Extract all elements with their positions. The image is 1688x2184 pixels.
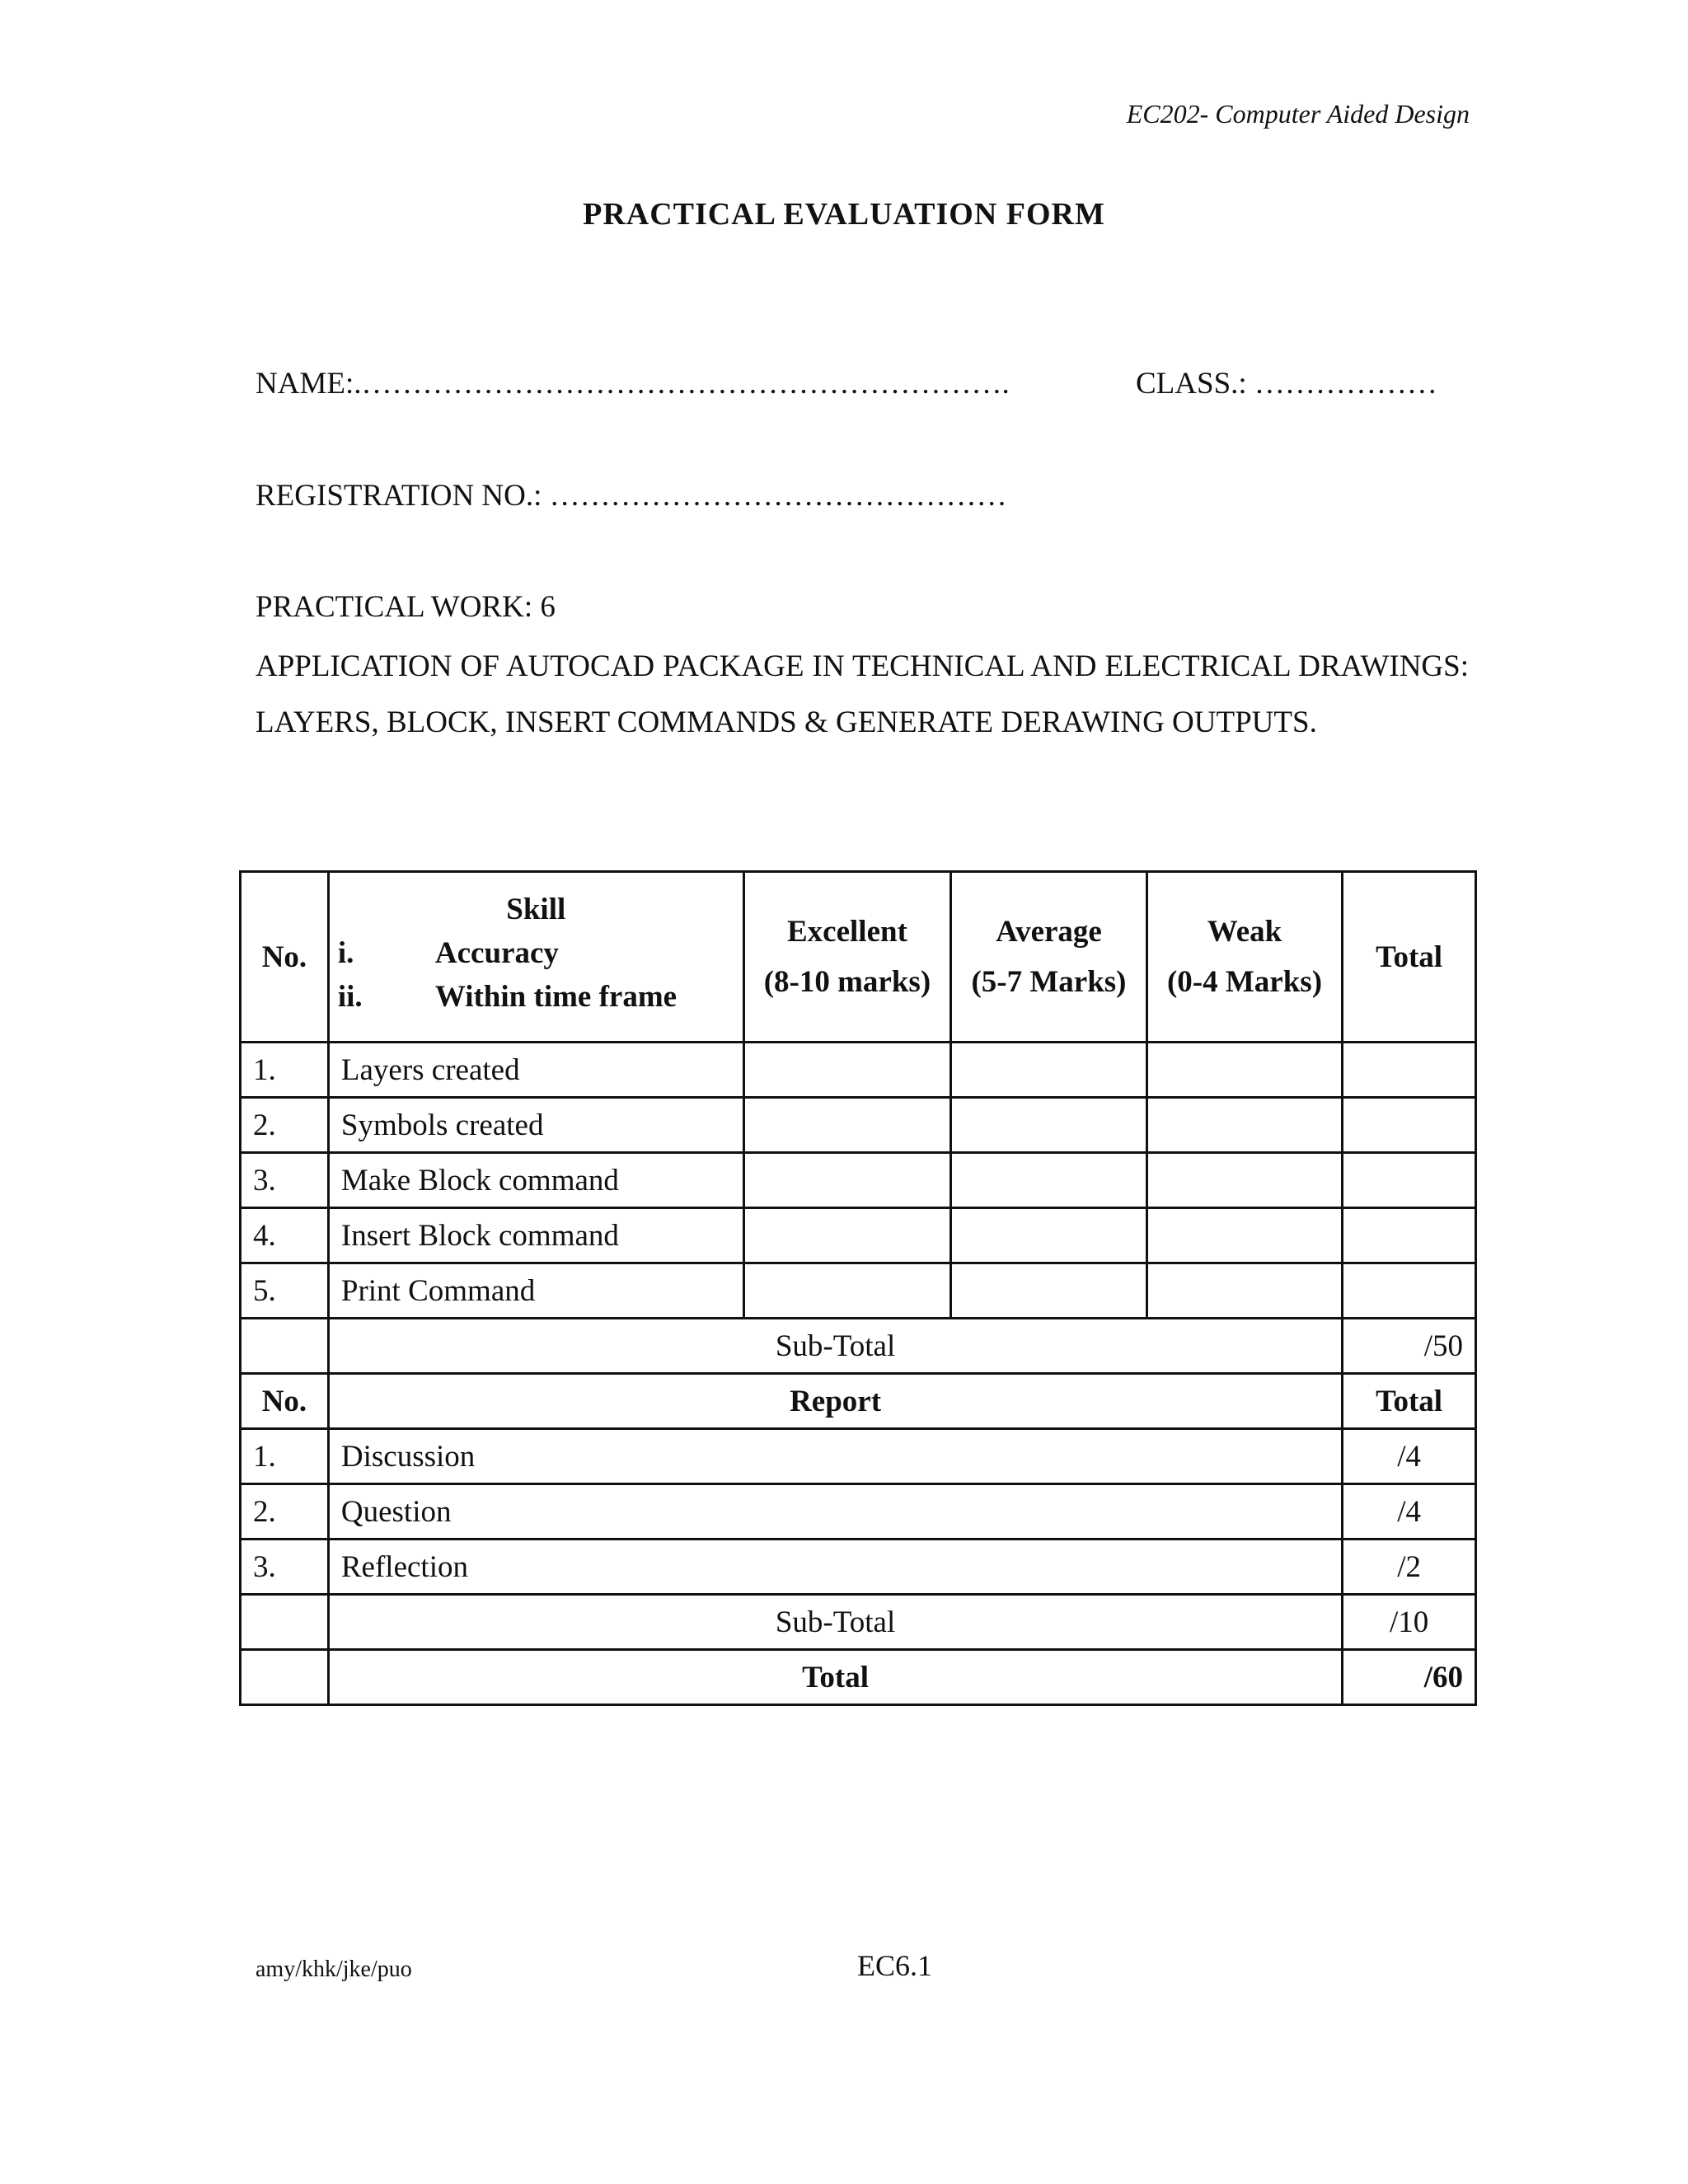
row-no: 1. (241, 1043, 329, 1098)
skill-criterion (338, 979, 734, 1015)
average-cell[interactable] (951, 1263, 1147, 1319)
excellent-cell[interactable] (743, 1263, 951, 1319)
excellent-range: (8-10 marks) (763, 965, 931, 999)
row-value[interactable]: /4 (1343, 1429, 1476, 1484)
grand-total-value[interactable]: /60 (1343, 1650, 1476, 1705)
table-row (241, 1484, 1476, 1540)
average-cell[interactable] (951, 1208, 1147, 1263)
table-row (241, 1043, 1476, 1098)
row-no: 2. (241, 1098, 329, 1153)
table-row (241, 1540, 1476, 1595)
excellent-cell[interactable] (743, 1208, 951, 1263)
form-title: PRACTICAL EVALUATION FORM (583, 197, 1105, 232)
skill-criterion-label: Accuracy (434, 935, 559, 970)
class-field[interactable]: CLASS.: ……………… (1136, 367, 1437, 401)
header-weak (1146, 872, 1342, 1043)
empty-cell (241, 1650, 329, 1705)
skill-criterion-num: i. (337, 935, 354, 970)
table-row (241, 1429, 1476, 1484)
row-label: Insert Block command (328, 1208, 743, 1263)
average-cell[interactable] (951, 1043, 1147, 1098)
excellent-cell[interactable] (743, 1153, 951, 1208)
skill-title: Skill (506, 892, 566, 926)
table-row (241, 1263, 1476, 1319)
report-header-label: Report (328, 1374, 1342, 1429)
subtotal-row (241, 1595, 1476, 1650)
subtotal-value[interactable]: /10 (1343, 1595, 1476, 1650)
weak-cell[interactable] (1146, 1153, 1342, 1208)
total-cell[interactable] (1343, 1208, 1476, 1263)
subtotal-label: Sub-Total (328, 1319, 1342, 1374)
header-average (951, 872, 1147, 1043)
excellent-label: Excellent (786, 915, 907, 949)
report-header-no: No. (241, 1374, 329, 1429)
weak-range: (0-4 Marks) (1166, 965, 1323, 999)
footer-author-code: amy/khk/jke/puo (256, 1957, 412, 1982)
row-label: Print Command (328, 1263, 743, 1319)
row-label: Make Block command (328, 1153, 743, 1208)
page-number: EC6.1 (857, 1949, 933, 1982)
skill-criterion (338, 935, 734, 971)
header-total: Total (1343, 872, 1476, 1043)
grand-total-row (241, 1650, 1476, 1705)
table-row (241, 1208, 1476, 1263)
table-row (241, 1098, 1476, 1153)
row-value[interactable]: /4 (1343, 1484, 1476, 1540)
empty-cell (241, 1595, 329, 1650)
table-row (241, 1153, 1476, 1208)
average-range: (5-7 Marks) (971, 965, 1127, 999)
subtotal-label: Sub-Total (328, 1595, 1342, 1650)
header-excellent (743, 872, 951, 1043)
table-header-row (241, 872, 1476, 1043)
row-no: 3. (241, 1153, 329, 1208)
row-label: Discussion (328, 1429, 1342, 1484)
header-skill (328, 872, 743, 1043)
subtotal-row (241, 1319, 1476, 1374)
average-cell[interactable] (951, 1098, 1147, 1153)
total-cell[interactable] (1343, 1043, 1476, 1098)
row-label: Question (328, 1484, 1342, 1540)
report-header-total: Total (1343, 1374, 1476, 1429)
row-label: Layers created (328, 1043, 743, 1098)
row-label: Symbols created (328, 1098, 743, 1153)
row-no: 4. (241, 1208, 329, 1263)
course-header: EC202- Computer Aided Design (1126, 99, 1470, 129)
subtotal-value[interactable]: /50 (1343, 1319, 1476, 1374)
empty-cell (241, 1319, 329, 1374)
grand-total-label: Total (328, 1650, 1342, 1705)
row-no: 1. (241, 1429, 329, 1484)
registration-field[interactable]: REGISTRATION NO.: ……………………………………… (256, 479, 1007, 513)
row-no: 2. (241, 1484, 329, 1540)
row-value[interactable]: /2 (1343, 1540, 1476, 1595)
report-header-row (241, 1374, 1476, 1429)
total-cell[interactable] (1343, 1153, 1476, 1208)
row-label: Reflection (328, 1540, 1342, 1595)
practical-description: APPLICATION OF AUTOCAD PACKAGE IN TECHNICAL AND ELECTRICAL DRAWINGS: LAYERS, BLOCK, INSERT COMMANDS & GENERATE DERAWING OUTPUTS. (256, 649, 1469, 739)
name-field[interactable]: NAME:.………………………………………………………. (256, 367, 1010, 401)
average-label: Average (996, 915, 1102, 949)
weak-cell[interactable] (1146, 1098, 1342, 1153)
average-cell[interactable] (951, 1153, 1147, 1208)
weak-label: Weak (1207, 915, 1282, 949)
excellent-cell[interactable] (743, 1098, 951, 1153)
weak-cell[interactable] (1146, 1043, 1342, 1098)
total-cell[interactable] (1343, 1098, 1476, 1153)
weak-cell[interactable] (1146, 1263, 1342, 1319)
skill-criterion-num: ii. (337, 979, 363, 1014)
total-cell[interactable] (1343, 1263, 1476, 1319)
header-no: No. (241, 872, 329, 1043)
weak-cell[interactable] (1146, 1208, 1342, 1263)
practical-work-label: PRACTICAL WORK: 6 (256, 590, 556, 624)
row-no: 5. (241, 1263, 329, 1319)
evaluation-table (239, 870, 1477, 1706)
excellent-cell[interactable] (743, 1043, 951, 1098)
row-no: 3. (241, 1540, 329, 1595)
skill-criterion-label: Within time frame (434, 979, 678, 1014)
